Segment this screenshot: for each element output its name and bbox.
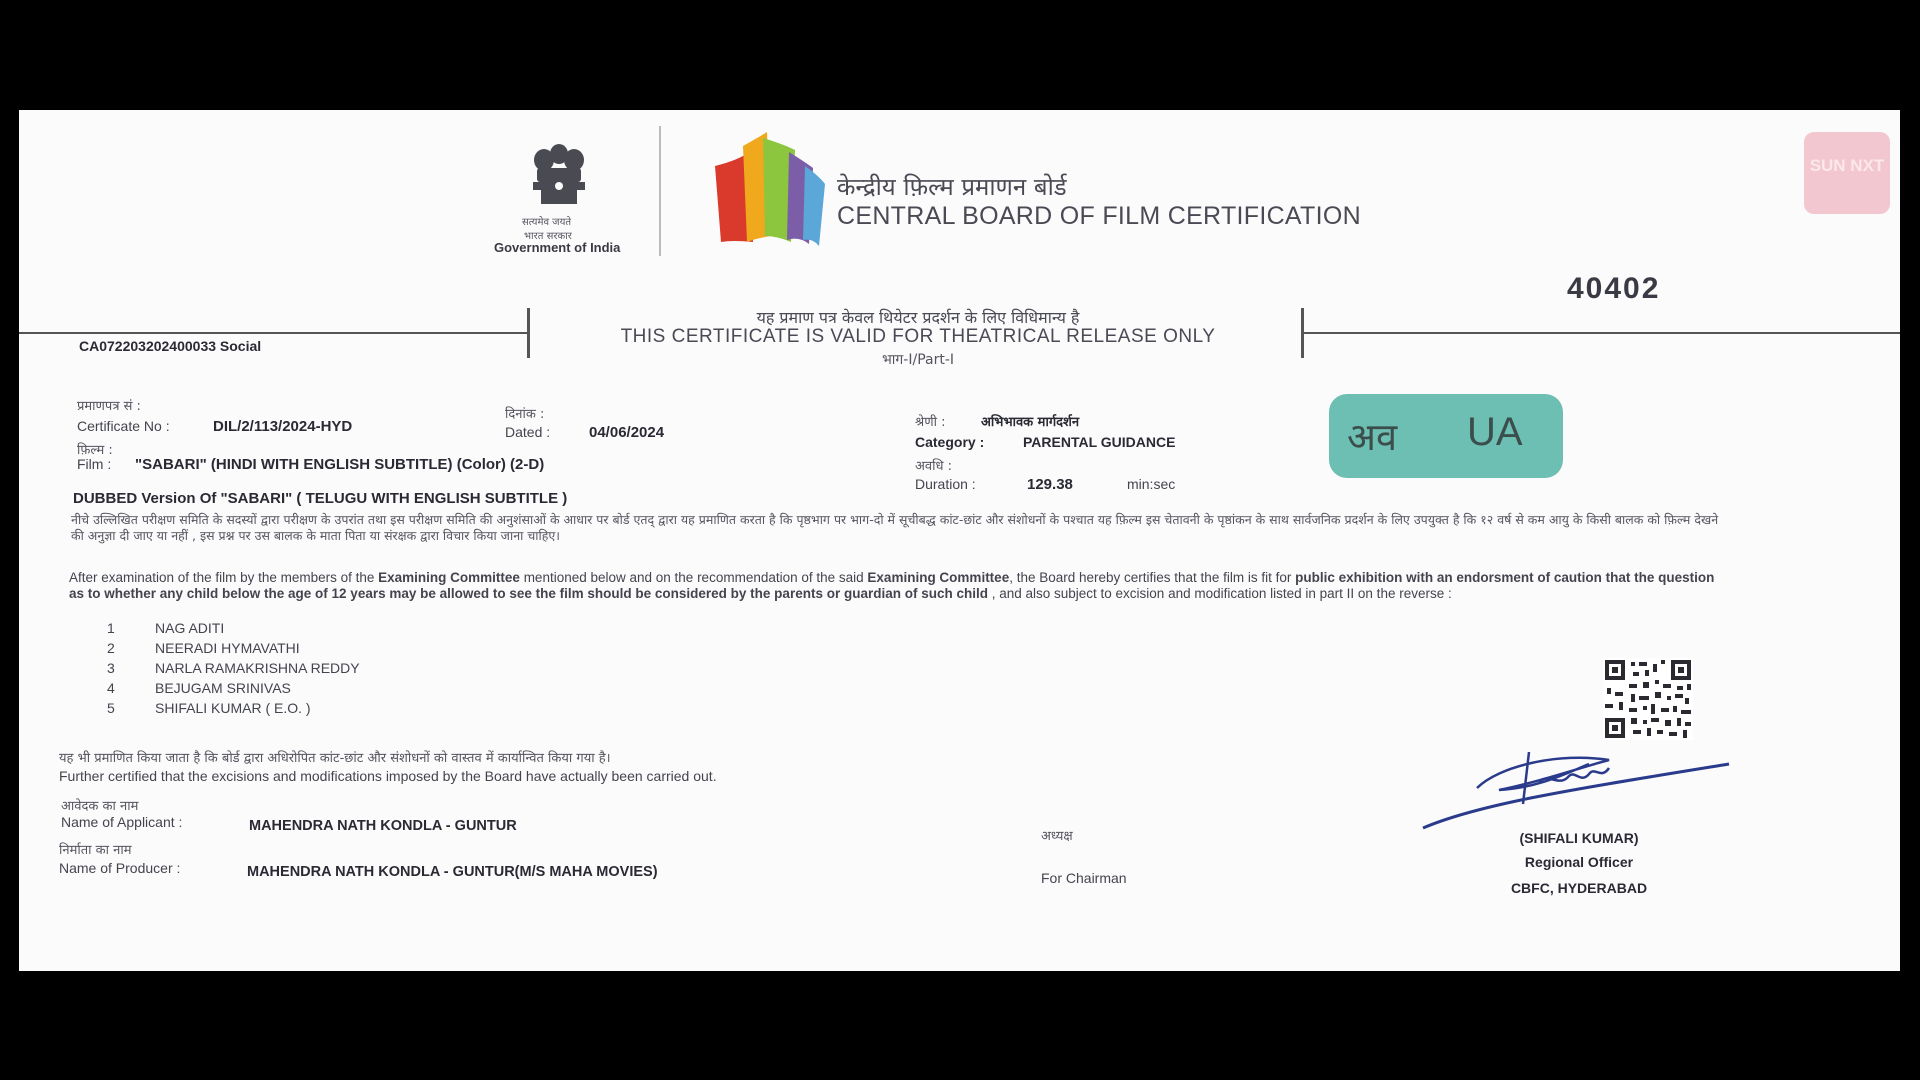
list-item [107, 660, 360, 676]
para-bold-2: Examining Committee [867, 570, 1010, 585]
member-name: NAG ADITI [155, 620, 225, 636]
para-text-4: , and also subject to excision and modification listed in part II on the reverse : [987, 586, 1452, 601]
producer-value: MAHENDRA NATH KONDLA - GUNTUR(M/S MAHA MOVIES) [247, 864, 658, 880]
duration-label: Duration : [915, 476, 976, 492]
member-name: SHIFALI KUMAR ( E.O. ) [155, 700, 311, 716]
cert-no-hindi-label: प्रमाणपत्र सं : [77, 399, 141, 414]
banner-bracket-right [1301, 308, 1304, 358]
further-certified-hindi: यह भी प्रमाणित किया जाता है कि बोर्ड द्वारा अधिरोपित कांट-छांट और संशोधनों को वास्तव में कार्यान्वित किया गया है। [59, 751, 611, 766]
banner-bracket-left [527, 308, 530, 358]
channel-logo [1804, 132, 1890, 214]
category-hindi-label: श्रेणी : [915, 415, 946, 430]
list-item [107, 620, 224, 636]
para-bold-1: Examining Committee [378, 570, 520, 585]
member-number: 4 [107, 680, 115, 696]
list-item [107, 680, 291, 696]
category-value: PARENTAL GUIDANCE [1023, 434, 1176, 450]
cert-no-value: DIL/2/113/2024-HYD [213, 418, 353, 435]
film-title-value: "SABARI" (HINDI WITH ENGLISH SUBTITLE) (Color) (2-D) [135, 456, 545, 473]
list-item [107, 640, 300, 656]
para-bold-3: public exhibition with an endorsment of caution that the question as to whether any child below the age of 12 years may be allowed to see the film should be considered by the parents or guardian of such child [69, 570, 1715, 601]
validity-hindi: यह प्रमाण पत्र केवल थियेटर प्रदर्शन के लिए विधिमान्य है [756, 308, 1080, 327]
applicant-label: Name of Applicant : [61, 814, 183, 830]
applicant-hindi-label: आवेदक का नाम [61, 799, 139, 814]
channel-logo-text: SUN NXT [1809, 156, 1885, 175]
member-name: BEJUGAM SRINIVAS [155, 680, 291, 696]
producer-hindi-label: निर्माता का नाम [59, 843, 132, 858]
member-name: NEERADI HYMAVATHI [155, 640, 300, 656]
film-label: Film : [77, 456, 112, 472]
certificate-page [19, 110, 1900, 971]
dubbed-version-line: DUBBED Version Of "SABARI" ( TELUGU WITH ENGLISH SUBTITLE ) [73, 490, 568, 507]
list-item [107, 700, 311, 716]
further-certified-english: Further certified that the excisions and modifications imposed by the Board have actually been carried out. [59, 768, 717, 784]
rating-english: UA [1467, 410, 1523, 454]
dated-value: 04/06/2024 [589, 424, 665, 441]
cbfc-logo-icon [709, 132, 839, 252]
cert-no-label: Certificate No : [77, 418, 170, 434]
rating-hindi: अव [1347, 415, 1398, 459]
rating-badge [1329, 394, 1563, 478]
para-text-3: , the Board hereby certifies that the film is fit for [1009, 570, 1296, 585]
chairman-hindi: अध्यक्ष [1041, 829, 1073, 844]
duration-value: 129.38 [1027, 476, 1073, 493]
para-text-2: mentioned below and on the recommendation of the said [519, 570, 868, 585]
banner-line-right [1301, 332, 1900, 334]
signatory-title: Regional Officer [1524, 854, 1634, 870]
part-label: भाग-I/Part-I [881, 352, 955, 368]
dated-label: Dated : [505, 424, 551, 440]
producer-label: Name of Producer : [59, 860, 181, 876]
member-number: 5 [107, 700, 115, 716]
emblem-motto: सत्यमेव जयते [522, 217, 572, 228]
category-hindi-value: अभिभावक मार्गदर्शन [981, 415, 1080, 430]
duration-unit: min:sec [1127, 476, 1176, 492]
chairman-english: For Chairman [1041, 870, 1127, 886]
board-name-hindi: केन्द्रीय फ़िल्म प्रमाणन बोर्ड [837, 173, 1067, 201]
signatory-office: CBFC, HYDERABAD [1510, 880, 1648, 896]
certification-paragraph-hindi: नीचे उल्लिखित परीक्षण समिति के सदस्यों द्वारा परीक्षण के उपरांत तथा इस परीक्षण समिति की अनुशंसाओं के आधार पर बोर्ड एतद् द्वारा यह प्रमाणित करता है कि पृष्ठभाग पर भाग-दो में सूचीबद्ध कांट-छांट और संशोधनों के पश्चात यह फ़िल्म इस चेतावनी के पृष्ठांकन के साथ सार्वजनिक प्रदर्शन के लिए उपयुक्त है कि १२ वर्ष से कम आयु के किसी बालक को फ़िल्म देखने की अनुज्ञा दी जाए या नहीं , इस प्रश्न पर उस बालक के माता पिता या संरक्षक द्वारा विचार किया जाना चाहिए। [71, 512, 1719, 543]
member-number: 3 [107, 660, 115, 676]
government-hindi: भारत सरकार [524, 231, 572, 242]
member-number: 1 [107, 620, 115, 636]
government-english: Government of India [494, 240, 621, 255]
member-number: 2 [107, 640, 115, 656]
signatory-name: (SHIFALI KUMAR) [1519, 830, 1639, 846]
reference-number: CA072203202400033 Social [79, 338, 262, 354]
qr-code-icon [1603, 658, 1693, 740]
member-name: NARLA RAMAKRISHNA REDDY [155, 660, 360, 676]
validity-english: THIS CERTIFICATE IS VALID FOR THEATRICAL RELEASE ONLY [620, 326, 1216, 347]
qr-code [1603, 658, 1693, 740]
board-name-english: CENTRAL BOARD OF FILM CERTIFICATION [837, 202, 1361, 230]
signature-icon [1419, 742, 1739, 832]
serial-number: 40402 [1567, 272, 1661, 305]
duration-hindi-label: अवधि : [915, 459, 953, 474]
applicant-value: MAHENDRA NATH KONDLA - GUNTUR [249, 818, 517, 834]
para-text-1: After examination of the film by the members of the [69, 570, 379, 585]
dated-hindi-label: दिनांक : [505, 407, 545, 422]
national-emblem-icon [519, 140, 599, 212]
category-label: Category : [915, 434, 985, 450]
certification-paragraph-english [69, 570, 1729, 602]
banner-line-left [19, 332, 529, 334]
header-divider [659, 126, 661, 256]
film-hindi-label: फ़िल्म : [77, 443, 113, 458]
